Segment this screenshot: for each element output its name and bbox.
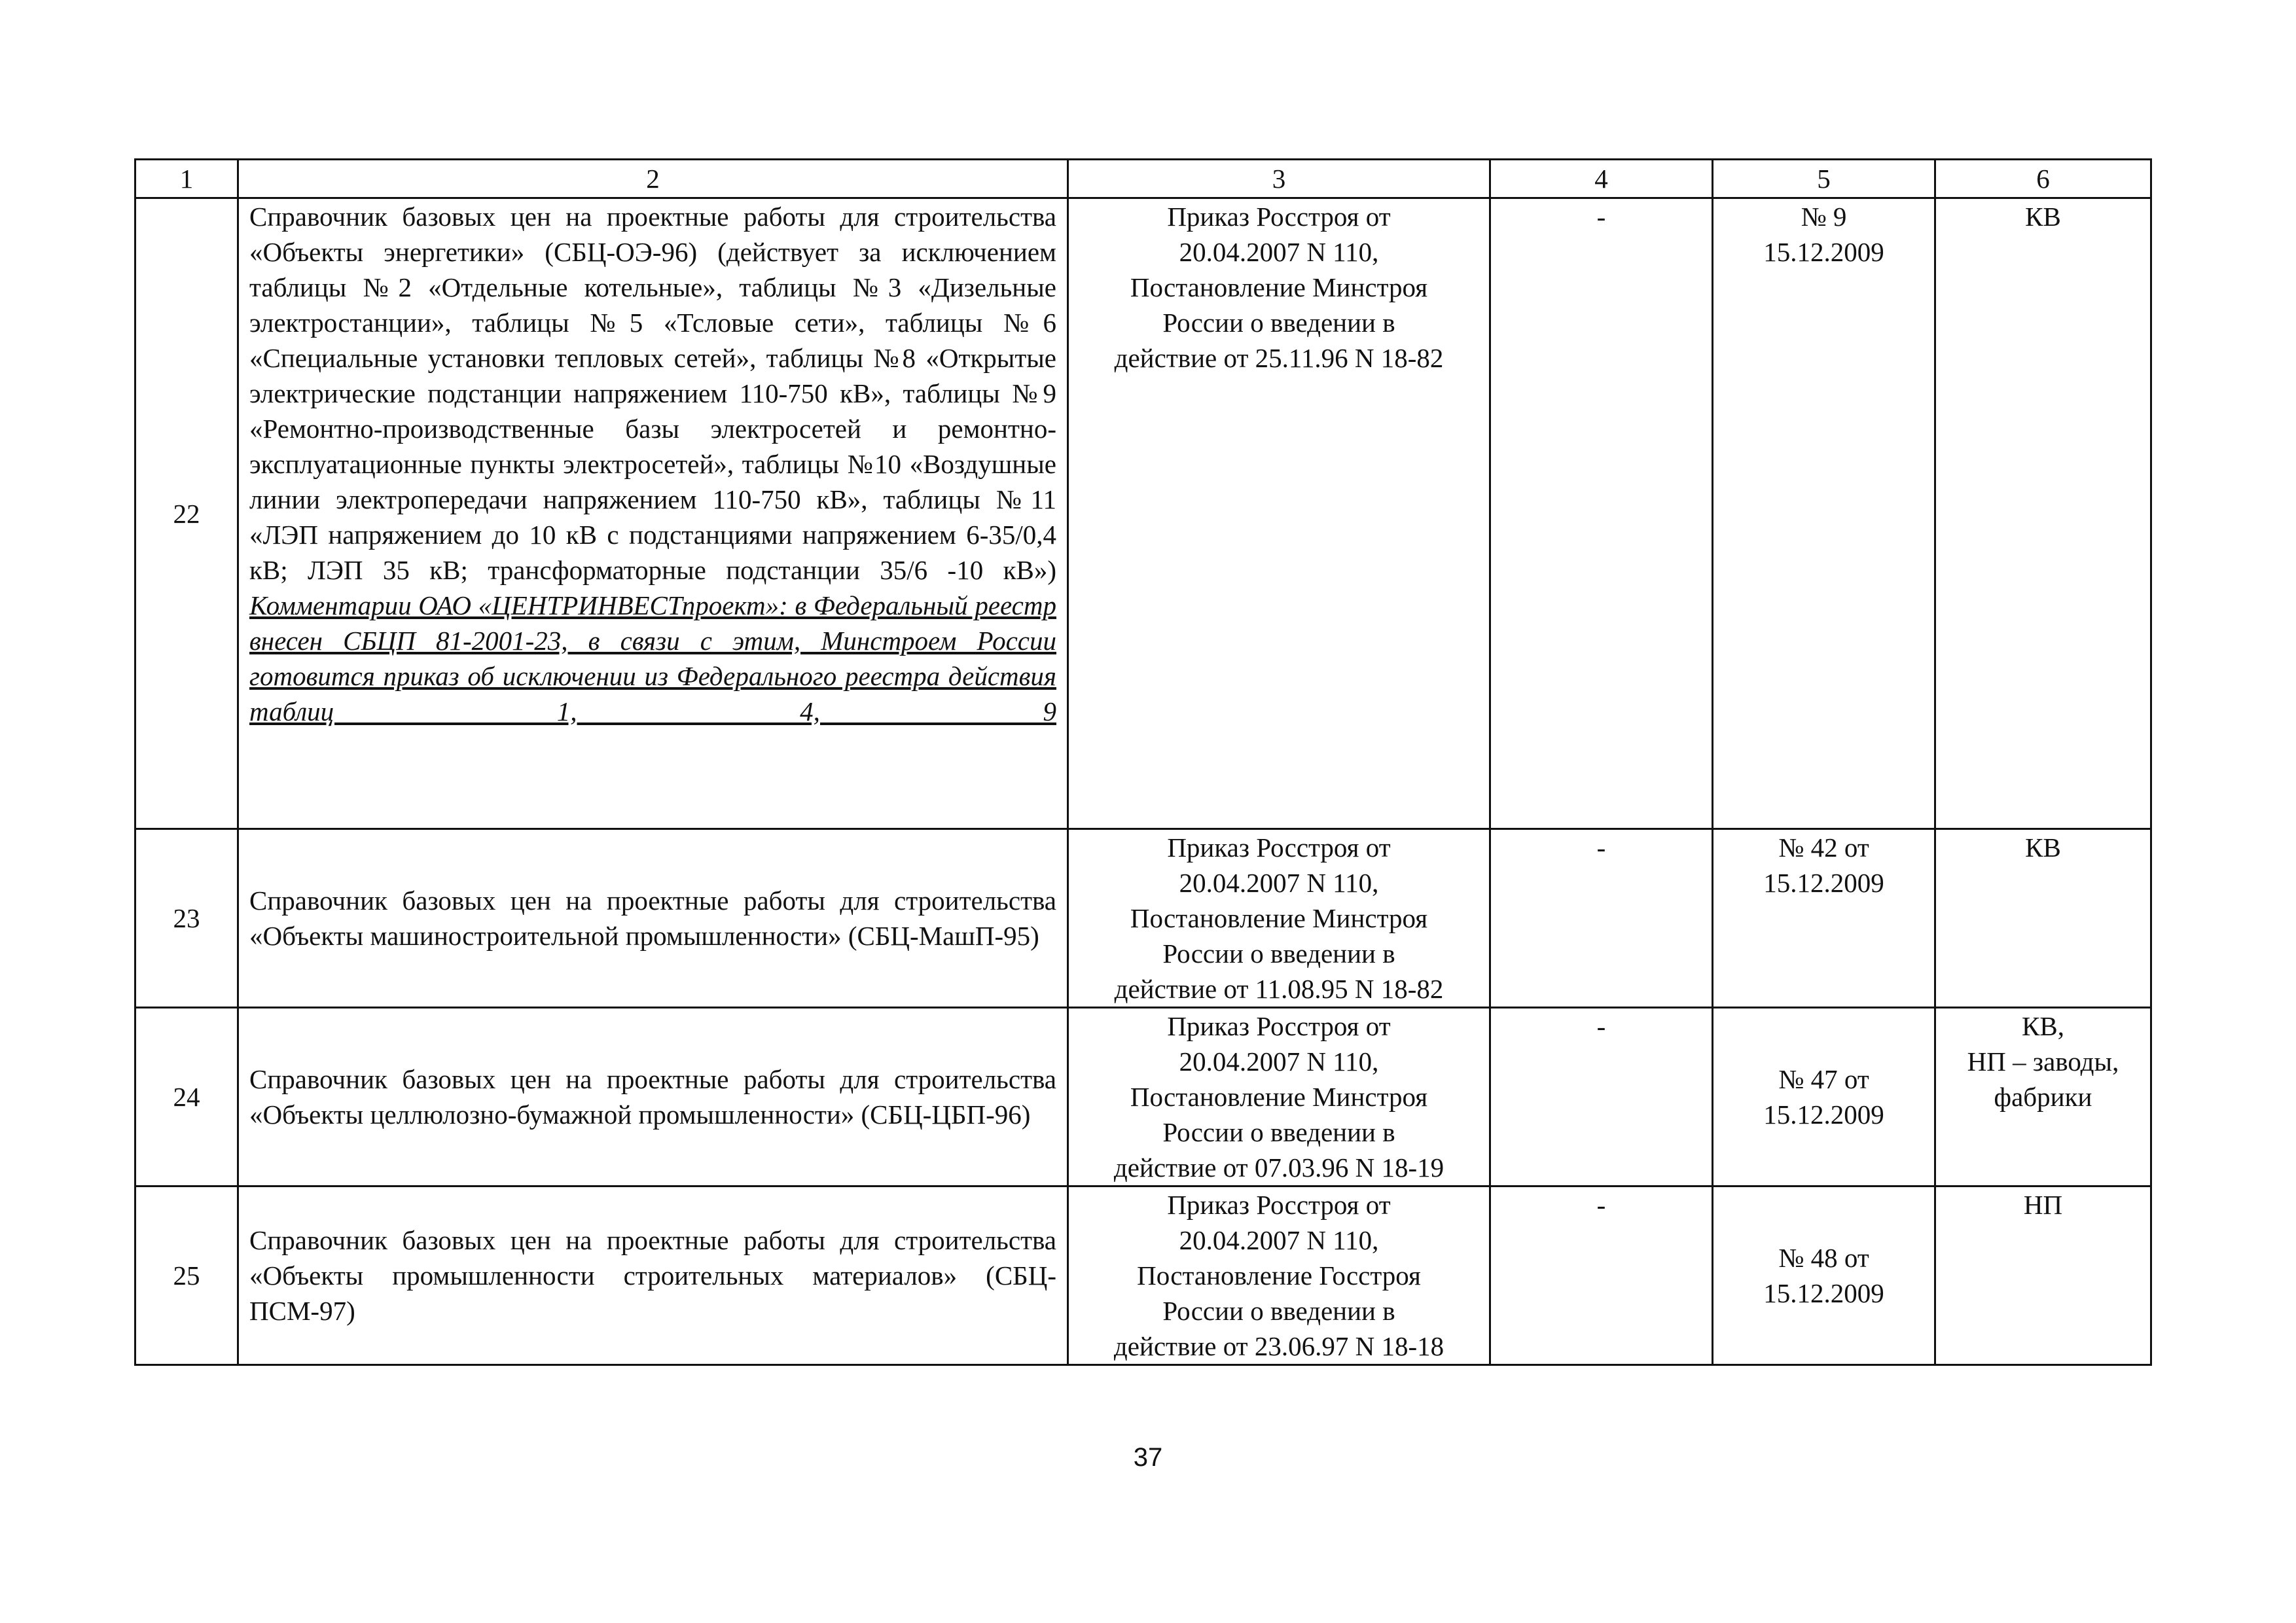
category-line: НП (2023, 1190, 2063, 1220)
order-line: действие от 07.03.96 N 18-19 (1113, 1152, 1444, 1183)
order-line: действие от 11.08.95 N 18-82 (1114, 974, 1444, 1004)
document-title (238, 198, 1068, 829)
table-row (135, 1186, 2151, 1365)
order-line: Приказ Росстроя от (1167, 1011, 1391, 1041)
registry-date: 15.12.2009 (1763, 237, 1884, 267)
col4-cell: - (1490, 1008, 1713, 1186)
header-cell-2: 2 (238, 160, 1068, 198)
document-title: Справочник базовых цен на проектные работы для строительства «Объекты целлюлозно-бумажной промышленности» (СБЦ-ЦБП-96) (238, 1008, 1068, 1186)
comment-note (249, 590, 1056, 726)
page-number: 37 (1133, 1443, 1163, 1472)
order-line: 20.04.2007 N 110, (1179, 1225, 1379, 1255)
category-cell (1935, 1008, 2151, 1186)
col4-cell: - (1490, 1186, 1713, 1365)
order-line: Приказ Росстроя от (1167, 1190, 1391, 1220)
header-cell-6: 6 (1935, 160, 2151, 198)
registry-table (134, 158, 2152, 1366)
registry-number: № 9 (1801, 202, 1847, 232)
category-cell (1935, 198, 2151, 829)
order-line: 20.04.2007 N 110, (1179, 868, 1379, 898)
header-cell-5: 5 (1713, 160, 1935, 198)
order-line: Приказ Росстроя от (1167, 832, 1391, 863)
document-name: Справочник базовых цен на проектные работы для строительства «Объекты энергетики» (СБЦ-ОЭ-96) (действует за исключением таблицы №2 «Отдельные котельные», таблицы №3 «Дизельные электростанции», таблицы №5 «Тсловые сети», таблицы №6 «Специальные установки тепловых сетей», таблицы №8 «Открытые электрические подстанции напряжением 110-750 кВ», таблицы №9 «Ремонтно-производственные базы электросетей и ремонтно-эксплуатационные пункты электросетей», таблицы №10 «Воздушные линии электропередачи напряжением 110-750 кВ», таблицы №11 «ЛЭП напряжением до 10 кВ с подстанциями напряжением 6-35/0,4 кВ; ЛЭП 35 кВ; трансформаторные подстанции 35/6 -10 кВ») (249, 202, 1056, 585)
order-line: Постановление Минстроя (1130, 272, 1428, 302)
registry-date: 15.12.2009 (1763, 868, 1884, 898)
comment-text: Комментарии ОАО «ЦЕНТРИНВЕСТпроект»: в Федеральный реестр внесен СБЦП 81-2001-23, в связи с этим, Минстроем России готовится приказ об исключении из Федерального реестра действия таблиц 1, 4, 9 (249, 590, 1056, 726)
order-line: действие от 25.11.96 N 18-82 (1114, 343, 1444, 373)
table-row (135, 829, 2151, 1008)
order-cell (1068, 198, 1490, 829)
header-cell-1: 1 (135, 160, 238, 198)
order-line: Постановление Минстроя (1130, 903, 1428, 933)
order-line: Приказ Росстроя от (1167, 202, 1391, 232)
order-cell (1068, 1186, 1490, 1365)
registry-number-cell (1713, 829, 1935, 1008)
col4-cell: - (1490, 829, 1713, 1008)
row-number: 24 (135, 1008, 238, 1186)
order-line: России о введении в (1162, 938, 1395, 969)
order-line: Постановление Минстроя (1130, 1082, 1428, 1112)
registry-number-cell (1713, 198, 1935, 829)
row-number: 22 (135, 198, 238, 829)
category-line: КВ, (2022, 1011, 2064, 1041)
order-line: России о введении в (1162, 1296, 1395, 1326)
order-line: России о введении в (1162, 1117, 1395, 1147)
row-number: 23 (135, 829, 238, 1008)
registry-number: № 48 от (1778, 1243, 1869, 1273)
header-cell-4: 4 (1490, 160, 1713, 198)
order-line: 20.04.2007 N 110, (1179, 237, 1379, 267)
category-cell (1935, 1186, 2151, 1365)
registry-number-cell (1713, 1186, 1935, 1365)
table-row (135, 1008, 2151, 1186)
registry-number: № 47 от (1778, 1064, 1869, 1094)
document-title: Справочник базовых цен на проектные работы для строительства «Объекты машиностроительной промышленности» (СБЦ-МашП-95) (238, 829, 1068, 1008)
order-cell (1068, 1008, 1490, 1186)
order-line: Постановление Госстроя (1137, 1260, 1421, 1291)
registry-date: 15.12.2009 (1763, 1099, 1884, 1130)
order-line: действие от 23.06.97 N 18-18 (1113, 1331, 1444, 1361)
document-title: Справочник базовых цен на проектные работы для строительства «Объекты промышленности строительных материалов» (СБЦ-ПСМ-97) (238, 1186, 1068, 1365)
order-cell (1068, 829, 1490, 1008)
registry-number-cell (1713, 1008, 1935, 1186)
table-row (135, 198, 2151, 829)
row-number: 25 (135, 1186, 238, 1365)
category-line: фабрики (1994, 1082, 2092, 1112)
category-line: КВ (2025, 832, 2061, 863)
category-line: НП – заводы, (1967, 1046, 2119, 1077)
registry-date: 15.12.2009 (1763, 1278, 1884, 1308)
category-cell (1935, 829, 2151, 1008)
registry-number: № 42 от (1778, 832, 1869, 863)
category-line: КВ (2025, 202, 2061, 232)
order-line: 20.04.2007 N 110, (1179, 1046, 1379, 1077)
header-row (135, 160, 2151, 198)
order-line: России о введении в (1162, 308, 1395, 338)
col4-cell: - (1490, 198, 1713, 829)
header-cell-3: 3 (1068, 160, 1490, 198)
